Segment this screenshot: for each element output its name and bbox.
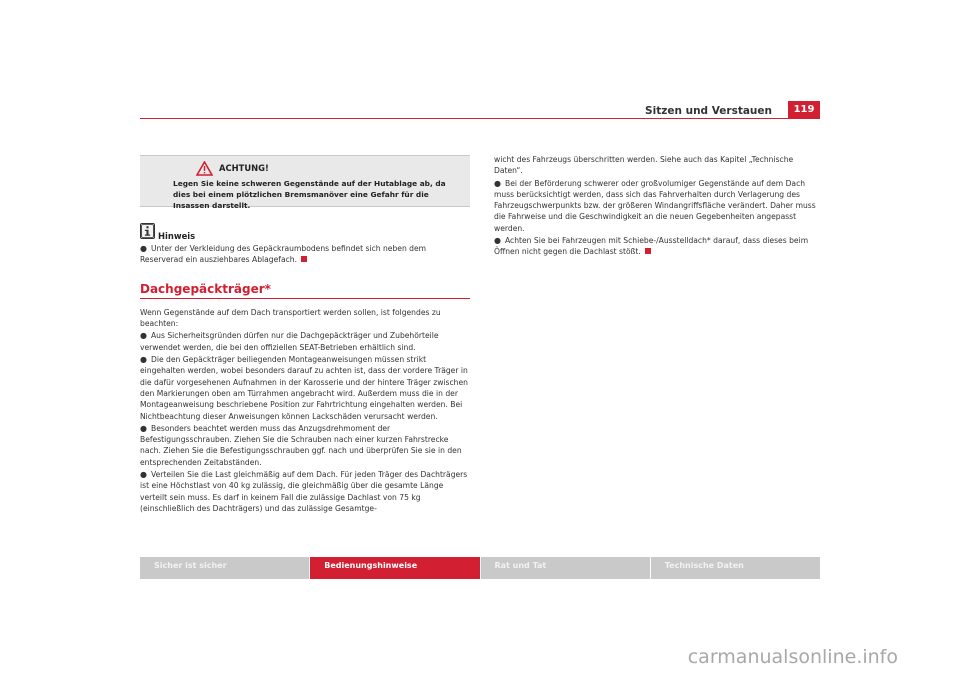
- page-number: 119: [788, 101, 820, 118]
- bullet-icon: ●: [140, 423, 147, 433]
- bullet-icon: ●: [494, 178, 501, 188]
- section-end-icon: [301, 256, 307, 262]
- continuation-text: wicht des Fahrzeugs überschritten werden. Siehe auch das Kapitel „Technische Daten“.: [494, 155, 794, 176]
- page-header-title: Sitzen und Verstauen: [645, 105, 772, 117]
- header-rule: [140, 118, 820, 119]
- list-item: ● Besonders beachtet werden muss das Anzugsdrehmoment der Befestigungsschrauben. Ziehen Sie die Schrauben nach einer kurzen Fahrstrecke nach. Ziehen Sie die Befestigungsschrauben ggf. nach und überprüfen Sie sie in den entsprechenden Zeitabständen.: [140, 423, 462, 467]
- bullet-icon: ●: [140, 355, 147, 365]
- left-column: [140, 155, 470, 514]
- warning-triangle-icon: [196, 161, 213, 176]
- list-item: ● Die den Gepäckträger beiliegenden Montageanweisungen müssen strikt eingehalten werden, wobei besonders darauf zu achten ist, dass der vordere Träger in die dafür vorgesehenen Aufnahmen in der Karosserie und der hintere Träger zwischen den Markierungen oben am Türrahmen angebracht wird. Außerdem muss die in der Montageanweisung beschriebene Position zur Fahrtrichtung eingehalten werden. Bei Nichtbeachtung dieser Anweisungen können Lackschäden verursacht werden.: [140, 355, 468, 421]
- right-column: [494, 154, 824, 258]
- bullet-icon: ●: [140, 244, 147, 253]
- footer-tab-rat[interactable]: Rat und Tat: [481, 557, 651, 579]
- note-title: Hinweis: [158, 231, 196, 241]
- warning-box: [140, 155, 470, 210]
- warning-title: ACHTUNG!: [219, 163, 269, 173]
- section-intro: Wenn Gegenstände auf dem Dach transportiert werden sollen, ist folgendes zu beachten:: [140, 307, 441, 329]
- note-icon: [140, 223, 155, 239]
- list-item: ● Achten Sie bei Fahrzeugen mit Schiebe-/Ausstelldach* darauf, dass dieses beim Öffnen nicht gegen die Dachlast stößt.: [494, 236, 809, 257]
- list-item: ● Bei der Beförderung schwerer oder großvolumiger Gegenstände auf dem Dach muss berücksichtigt werden, dass sich das Fahrverhalten durch Verlagerung des Fahrzeugschwerpunkts bzw. der größeren Windangriffsfläche verändert. Daher muss die Fahrweise und die Geschwindigkeit an die neuen Gegebenheiten angepasst werden.: [494, 178, 816, 233]
- footer-nav: [140, 557, 820, 579]
- footer-tab-technische[interactable]: Technische Daten: [651, 557, 820, 579]
- watermark: carmanualsonline.info: [687, 646, 898, 668]
- section-title: Dachgepäckträger*: [140, 284, 470, 299]
- bullet-icon: ●: [140, 331, 147, 341]
- warning-text: Legen Sie keine schweren Gegenstände auf der Hutablage ab, da dies bei einem plötzlichen Bremsmanöver eine Gefahr für die Insassen darstellt.: [173, 179, 446, 210]
- footer-tab-sicher[interactable]: Sicher ist sicher: [140, 557, 310, 579]
- note-header: [140, 223, 470, 243]
- bullet-icon: ●: [140, 470, 147, 480]
- note-item: ● Unter der Verkleidung des Gepäckraumbodens befindet sich neben dem Reserverad ein ausziehbares Ablagefach.: [140, 244, 427, 265]
- footer-tab-bedienung[interactable]: Bedienungshinweise: [310, 557, 480, 579]
- list-item: ● Verteilen Sie die Last gleichmäßig auf dem Dach. Für jeden Träger des Dachträgers ist eine Höchstlast von 40 kg zulässig, die gleichmäßig über die gesamte Länge verteilt sein muss. Es darf in keinem Fall die zulässige Dachlast von 75 kg (einschließlich des Dachträgers) und das zulässige Gesamtge-: [140, 470, 468, 513]
- bullet-icon: ●: [494, 236, 501, 246]
- section-end-icon: [645, 248, 651, 254]
- list-item: ● Aus Sicherheitsgründen dürfen nur die Dachgepäckträger und Zubehörteile verwendet werden, die bei den offiziellen SEAT-Betrieben erhältlich sind.: [140, 331, 439, 352]
